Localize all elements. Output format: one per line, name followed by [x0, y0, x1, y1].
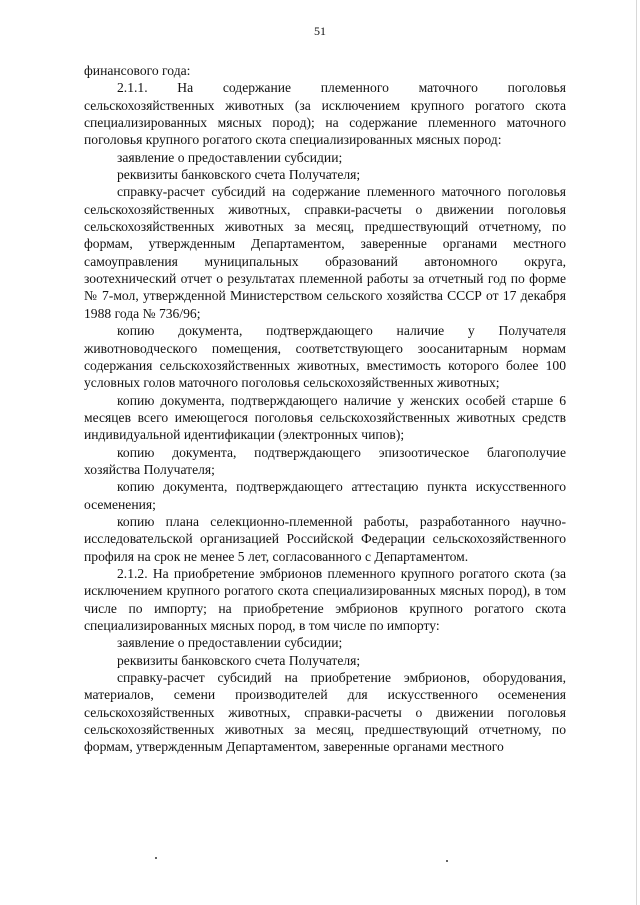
paragraph: реквизиты банковского счета Получателя; — [117, 167, 361, 183]
scan-speck — [446, 860, 448, 862]
document-body — [84, 62, 566, 756]
paragraph: копию документа, подтверждающего аттестацию пункта искусственного осеменения; — [84, 479, 566, 512]
paragraph: 2.1.2. На приобретение эмбрионов племенного крупного рогатого скота (за исключением крупного рогатого скота специализированных мясных пород), в том числе по импорту; на приобретение эмбрионов крупного рогатого скота специализированных мясных пород, в том числе по импорту: — [84, 565, 566, 633]
paragraph: справку-расчет субсидий на содержание племенного маточного поголовья сельскохозяйственных животных, справки-расчеты о движении поголовья сельскохозяйственных животных за месяц, предшествующий отчетному, по формам, утвержденным Департаментом, заверенные органами местного самоуправления муниципальных образований автономного округа, зоотехнический отчет о результатах племенной работы за отчетный год по форме № 7-мол, утвержденной Министерством сельского хозяйства СССР от 17 декабря 1988 года № 736/96; — [84, 184, 566, 321]
paragraph: копию плана селекционно-племенной работы, разработанного научно-исследовательской организацией Российской Федерации сельскохозяйственного профиля на срок не менее 5 лет, согласованного с Департаментом. — [84, 513, 566, 564]
scan-edge — [636, 0, 637, 905]
paragraph: заявление о предоставлении субсидии; — [117, 635, 343, 651]
paragraph: финансового года: — [84, 63, 191, 78]
paragraph: 2.1.1. На содержание племенного маточного поголовья сельскохозяйственных животных (за исключением крупного рогатого скота специализированных мясных пород); на содержание племенного маточного поголовья крупного рогатого скота специализированных мясных пород: — [84, 80, 566, 148]
page-number: 51 — [314, 24, 326, 38]
paragraph: копию документа, подтверждающего наличие у Получателя животноводческого помещения, соответствующего зоосанитарным нормам содержания сельскохозяйственных животных, вместимость которого более 100 условных голов маточного поголовья сельскохозяйственных животных; — [84, 323, 566, 391]
paragraph: заявление о предоставлении субсидии; — [117, 149, 343, 165]
paragraph: копию документа, подтверждающего наличие у женских особей старше 6 месяцев всего имеющегося поголовья сельскохозяйственных животных средств индивидуальной идентификации (электронных чипов); — [84, 392, 566, 443]
paragraph: реквизиты банковского счета Получателя; — [117, 652, 361, 668]
paragraph: копию документа, подтверждающего эпизоотическое благополучие хозяйства Получателя; — [84, 444, 566, 477]
paragraph: справку-расчет субсидий на приобретение эмбрионов, оборудования, материалов, семени производителей для искусственного осеменения сельскохозяйственных животных, справки-расчеты о движении поголовья сельскохозяйственных животных за месяц, предшествующий отчетному, по формам, утвержденным Департаментом, заверенные органами местного — [84, 670, 566, 755]
scan-speck — [155, 857, 157, 859]
